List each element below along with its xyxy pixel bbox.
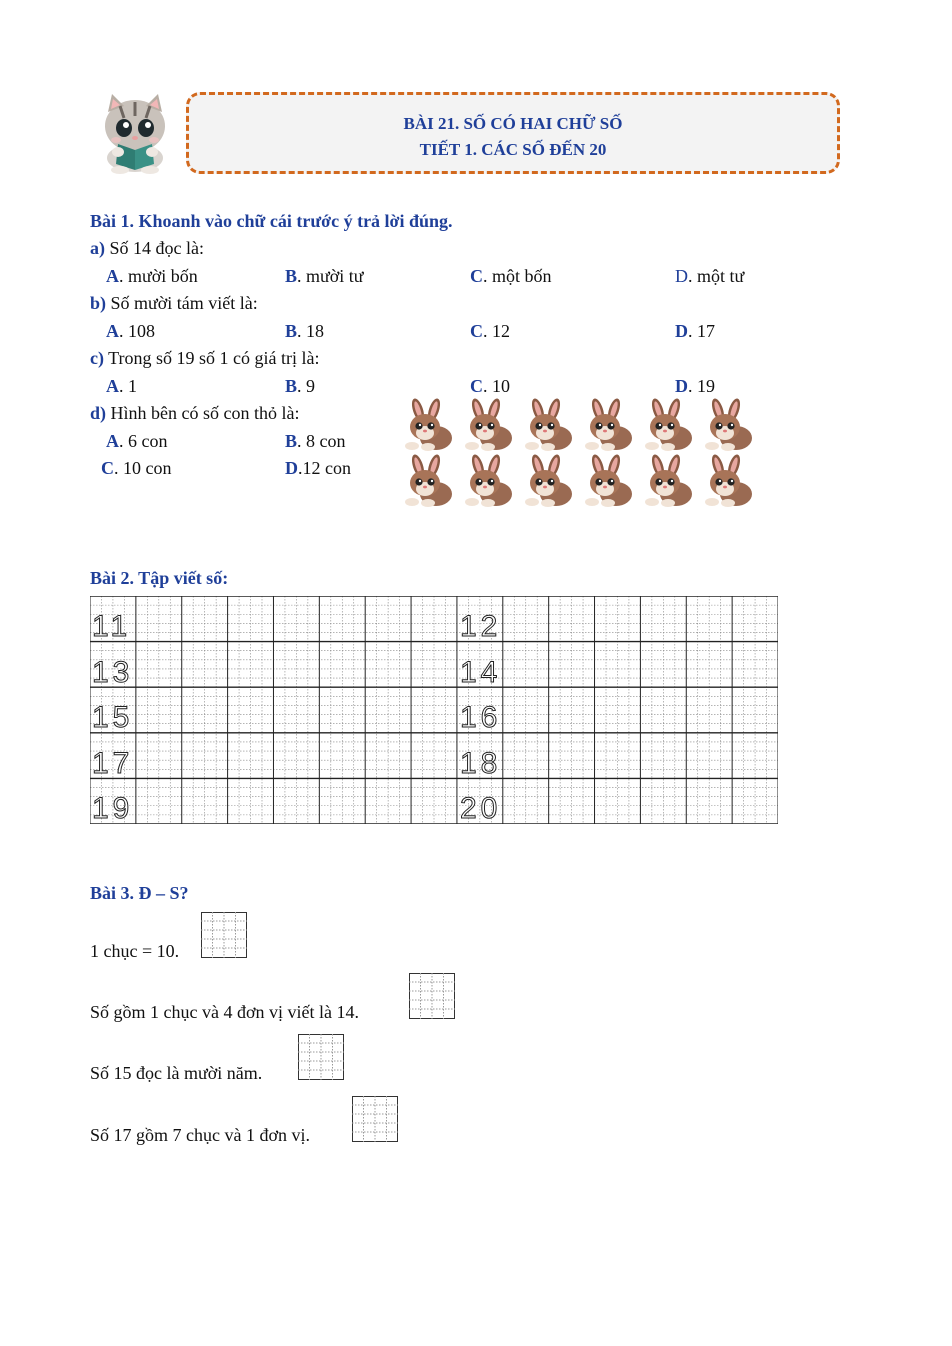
option-c[interactable] — [470, 265, 552, 287]
option-text: 6 con — [123, 431, 168, 451]
option-separator: . — [298, 458, 303, 478]
answer-box[interactable] — [352, 1096, 396, 1140]
option-c[interactable] — [470, 320, 510, 342]
rabbit-picture — [398, 398, 760, 510]
answer-box[interactable] — [409, 973, 453, 1017]
option-separator: . — [119, 266, 124, 286]
trace-number: 19 — [92, 792, 134, 826]
statement-3: Số 15 đọc là mười năm. — [90, 1063, 263, 1083]
answer-box[interactable] — [298, 1034, 342, 1078]
option-text: 19 — [692, 376, 715, 396]
trace-number: 11 — [92, 610, 132, 643]
question-text: Số mười tám viết là: — [110, 293, 258, 313]
option-d[interactable] — [675, 320, 715, 342]
option-letter: B — [285, 266, 298, 286]
option-b[interactable] — [285, 320, 324, 342]
option-separator: . — [119, 431, 124, 451]
option-letter: A — [106, 431, 119, 451]
exercise-3-title: Bài 3. Đ – S? — [90, 883, 189, 903]
question-label: b) — [90, 293, 107, 313]
question-b — [90, 292, 258, 314]
trace-number: 18 — [460, 746, 502, 780]
cat-reading-book-icon — [96, 92, 174, 174]
option-letter: B — [285, 431, 298, 451]
option-separator: . — [119, 376, 124, 396]
option-letter: A — [106, 321, 119, 341]
option-text: một tư — [692, 266, 745, 286]
trace-number: 17 — [92, 746, 134, 780]
trace-number: 16 — [460, 701, 502, 735]
rabbit-icon — [458, 398, 516, 452]
option-letter: B — [285, 376, 298, 396]
option-text: 12 — [487, 321, 510, 341]
lesson-title: BÀI 21. SỐ CÓ HAI CHỮ SỐ — [403, 114, 623, 133]
question-text: Số 14 đọc là: — [109, 238, 204, 258]
rabbit-icon — [638, 398, 696, 452]
title-banner — [186, 92, 840, 174]
question-text: Hình bên có số con thỏ là: — [110, 403, 300, 423]
question-label: d) — [90, 403, 107, 423]
option-text: 10 con — [118, 458, 172, 478]
rabbit-icon — [518, 398, 576, 452]
trace-number: 12 — [460, 610, 502, 643]
statement-2: Số gồm 1 chục và 4 đơn vị viết là 14. — [90, 1002, 359, 1022]
option-separator: . — [688, 266, 693, 286]
trace-number: 13 — [92, 655, 134, 689]
option-letter: D — [285, 458, 298, 478]
question-text: Trong số 19 số 1 có giá trị là: — [108, 348, 320, 368]
rabbit-icon — [578, 398, 636, 452]
option-letter: C — [470, 321, 483, 341]
option-text: 10 — [487, 376, 510, 396]
option-text: 8 con — [301, 431, 346, 451]
question-c — [90, 347, 320, 369]
rabbit-icon — [698, 398, 756, 452]
option-c[interactable] — [101, 457, 172, 479]
option-letter: C — [101, 458, 114, 478]
trace-number: 15 — [92, 701, 134, 735]
question-label: c) — [90, 348, 104, 368]
option-text: 108 — [123, 321, 155, 341]
option-text: 12 con — [302, 458, 351, 478]
option-text: mười bốn — [123, 266, 198, 286]
option-a[interactable] — [106, 320, 155, 342]
option-c[interactable] — [470, 375, 510, 397]
option-b[interactable] — [285, 375, 315, 397]
option-d[interactable] — [285, 457, 351, 479]
option-text: 9 — [301, 376, 316, 396]
option-separator: . — [483, 266, 488, 286]
answer-box[interactable] — [201, 912, 245, 956]
statement-1: 1 chục = 10. — [90, 941, 180, 961]
question-a — [90, 237, 204, 259]
option-a[interactable] — [106, 265, 198, 287]
option-separator: . — [483, 321, 488, 341]
option-letter: D — [675, 321, 688, 341]
question-label: a) — [90, 238, 105, 258]
option-separator: . — [297, 266, 302, 286]
option-separator: . — [297, 376, 302, 396]
exercise-2-title: Bài 2. Tập viết số: — [90, 568, 229, 588]
option-text: 1 — [123, 376, 137, 396]
option-letter: C — [470, 376, 483, 396]
trace-number: 14 — [460, 655, 502, 689]
option-separator: . — [688, 376, 693, 396]
exercise-1-title: Bài 1. Khoanh vào chữ cái trước ý trả lời đúng. — [90, 211, 453, 231]
rabbit-icon — [578, 454, 636, 508]
option-separator: . — [114, 458, 119, 478]
option-letter: D — [675, 266, 688, 286]
option-b[interactable] — [285, 265, 364, 287]
rabbit-icon — [638, 454, 696, 508]
option-letter: D — [675, 376, 688, 396]
option-letter: C — [470, 266, 483, 286]
option-separator: . — [297, 321, 302, 341]
option-letter: A — [106, 376, 119, 396]
question-d — [90, 402, 299, 424]
option-separator: . — [688, 321, 693, 341]
option-a[interactable] — [106, 430, 168, 452]
rabbit-icon — [458, 454, 516, 508]
rabbit-icon — [698, 454, 756, 508]
option-a[interactable] — [106, 375, 137, 397]
option-text: một bốn — [487, 266, 552, 286]
option-text: mười tư — [301, 266, 364, 286]
option-letter: B — [285, 321, 298, 341]
rabbit-icon — [518, 454, 576, 508]
option-separator: . — [119, 321, 124, 341]
option-text: 18 — [301, 321, 325, 341]
option-d[interactable] — [675, 265, 744, 287]
option-b[interactable] — [285, 430, 346, 452]
rabbit-icon — [398, 454, 456, 508]
statement-4: Số 17 gồm 7 chục và 1 đơn vị. — [90, 1125, 310, 1145]
option-separator: . — [483, 376, 488, 396]
rabbit-icon — [398, 398, 456, 452]
lesson-subtitle: TIẾT 1. CÁC SỐ ĐẾN 20 — [419, 140, 607, 159]
writing-practice-grid[interactable] — [90, 596, 778, 824]
trace-number: 20 — [460, 792, 502, 826]
option-d[interactable] — [675, 375, 715, 397]
option-letter: A — [106, 266, 119, 286]
option-text: 17 — [692, 321, 715, 341]
option-separator: . — [297, 431, 302, 451]
